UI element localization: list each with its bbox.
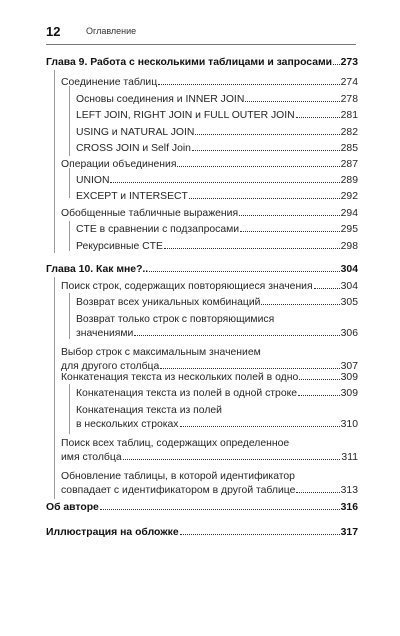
toc-entry-using-natural[interactable] (76, 126, 358, 140)
toc-entry-chapter9[interactable] (46, 56, 358, 70)
toc-entry-except[interactable] (76, 190, 358, 204)
toc-entry-title: Операции объединения (61, 159, 177, 170)
dot-leader (314, 288, 340, 289)
header-divider (46, 44, 356, 45)
toc-entry-cte[interactable] (61, 207, 358, 221)
toc-entry-title: EXCEPT и INTERSECT (76, 191, 188, 202)
toc-entry-title: UNION (76, 175, 110, 186)
dup-rows-guide-line (69, 293, 70, 339)
toc-entry-title: Обобщенные табличные выражения (61, 208, 239, 219)
toc-page-number: 295 (340, 224, 358, 235)
toc-entry-title: Основы соединения и INNER JOIN (76, 94, 245, 105)
toc-entry-cross-self[interactable] (76, 142, 358, 156)
toc-entry-recursive-cte[interactable] (76, 240, 358, 254)
toc-page-number: 285 (340, 143, 358, 154)
toc-page-number: 278 (340, 94, 358, 105)
dot-leader (261, 304, 339, 305)
running-title: Оглавление (86, 26, 137, 36)
toc-entry-max-row[interactable] (61, 346, 358, 374)
toc-entry-title: Конкатенация текста из нескольких полей в одно (61, 372, 299, 383)
toc-page-number: 307 (340, 361, 358, 372)
toc-page-number: 310 (340, 419, 358, 430)
dot-leader (177, 166, 339, 167)
toc-entry-title: USING и NATURAL JOIN (76, 127, 195, 138)
toc-entry-title-line1: Обновление таблицы, в которой идентификатор (61, 471, 295, 482)
page-header (46, 24, 356, 44)
toc-page-number: 306 (340, 328, 358, 339)
toc-page-number: 287 (340, 159, 358, 170)
toc-entry-concat-one-row[interactable] (76, 387, 358, 401)
dot-leader (100, 509, 340, 510)
toc-entry-title: Глава 9. Работа с несколькими таблицами и запросами (46, 57, 333, 68)
toc-page-number: 298 (340, 241, 358, 252)
toc-entry-about-author[interactable] (46, 501, 358, 515)
toc-page-number: 292 (340, 191, 358, 202)
toc-page-number: 273 (340, 57, 358, 68)
toc-entry-title: CROSS JOIN и Self Join (76, 143, 191, 154)
dot-leader (158, 84, 340, 85)
dot-leader (134, 335, 339, 336)
toc-entry-title: Поиск строк, содержащих повторяющиеся значения (61, 281, 313, 292)
toc-entry-title: Об авторе (46, 502, 99, 513)
toc-entry-outer-joins[interactable] (76, 109, 358, 123)
dot-leader (240, 231, 340, 232)
toc-entry-title: LEFT JOIN, RIGHT JOIN и FULL OUTER JOIN (76, 110, 295, 121)
toc-entry-cover-illustration[interactable] (46, 526, 358, 540)
toc-entry-title: Конкатенация текста из полей в одной строке (76, 388, 298, 399)
dot-leader (195, 134, 339, 135)
dot-leader (164, 248, 340, 249)
toc-page-number: 309 (340, 388, 358, 399)
dot-leader (149, 271, 339, 272)
toc-entry-union-ops[interactable] (61, 158, 358, 172)
page-number: 12 (46, 24, 61, 39)
toc-entry-title-line1: Поиск всех таблиц, содержащих определенное (61, 438, 290, 449)
chapter10-guide-line (54, 277, 55, 499)
toc-page-number: 304 (340, 264, 358, 275)
toc-entry-title: CTE в сравнении с подзапросами (76, 224, 240, 235)
cte-guide-line (69, 221, 70, 251)
dot-leader (333, 64, 340, 65)
toc-page-number: 281 (340, 110, 358, 121)
toc-entry-cte-vs-subqueries[interactable] (76, 223, 358, 237)
toc-entry-title-line1: Выбор строк с максимальным значением (61, 347, 261, 358)
toc-entry-duplicate-only[interactable] (76, 313, 358, 341)
dot-leader (123, 459, 341, 460)
toc-entry-title: Иллюстрация на обложке (46, 527, 179, 538)
dot-leader (298, 395, 340, 396)
toc-entry-update-table[interactable] (61, 470, 358, 498)
toc-page-number: 274 (340, 77, 358, 88)
dot-leader (189, 198, 340, 199)
toc-page-number: 316 (340, 502, 358, 513)
toc-page-number: 317 (340, 527, 358, 538)
toc-entry-title: Соединение таблиц (61, 77, 158, 88)
toc-entry-chapter10[interactable] (46, 263, 358, 277)
toc-entry-title-line2: в нескольких строках (76, 419, 179, 430)
toc-entry-title: Глава 10. Как мне?.. (46, 264, 149, 275)
concat-guide-line (69, 384, 70, 434)
toc-page-number: 313 (340, 485, 358, 496)
chapter9-guide-line (54, 70, 55, 253)
toc-entry-title-line1: Возврат только строк с повторяющимися (76, 314, 275, 325)
toc-entry-union[interactable] (76, 174, 358, 188)
dot-leader (160, 368, 339, 369)
joins-guide-line (69, 86, 70, 156)
toc-entry-concat[interactable] (61, 371, 358, 385)
dot-leader (299, 379, 339, 380)
toc-page-number: 282 (340, 127, 358, 138)
dot-leader (180, 534, 340, 535)
toc-page-number: 311 (341, 452, 358, 463)
toc-entry-concat-multi-rows[interactable] (76, 404, 358, 432)
toc-entry-title: Рекурсивные CTE (76, 241, 163, 252)
toc-page-number: 294 (340, 208, 358, 219)
toc-page-number: 309 (340, 372, 358, 383)
toc-page-number: 305 (340, 297, 358, 308)
toc-entry-join-basics[interactable] (76, 93, 358, 107)
dot-leader (245, 101, 339, 102)
toc-entry-title-line2: совпадает с идентификатором в другой таблице (61, 485, 296, 496)
toc-entry-title-line2: значениями (76, 328, 134, 339)
dot-leader (296, 117, 340, 118)
dot-leader (296, 492, 339, 493)
toc-entry-title: Возврат всех уникальных комбинаций (76, 297, 261, 308)
toc-entry-joins[interactable] (61, 76, 358, 90)
dot-leader (180, 426, 340, 427)
toc-entry-title-line1: Конкатенация текста из полей (76, 405, 222, 416)
dot-leader (110, 182, 339, 183)
toc-page-number: 289 (340, 175, 358, 186)
toc-entry-unique-combos[interactable] (76, 296, 358, 310)
toc-entry-title-line2: имя столбца (61, 452, 122, 463)
dot-leader (239, 215, 340, 216)
toc-entry-duplicate-rows[interactable] (61, 280, 358, 294)
toc-page-number: 304 (340, 281, 358, 292)
toc-entry-find-tables[interactable] (61, 437, 358, 465)
toc-entry-title-line2: для другого столбца (61, 361, 160, 372)
dot-leader (192, 150, 340, 151)
union-guide-line (69, 168, 70, 198)
